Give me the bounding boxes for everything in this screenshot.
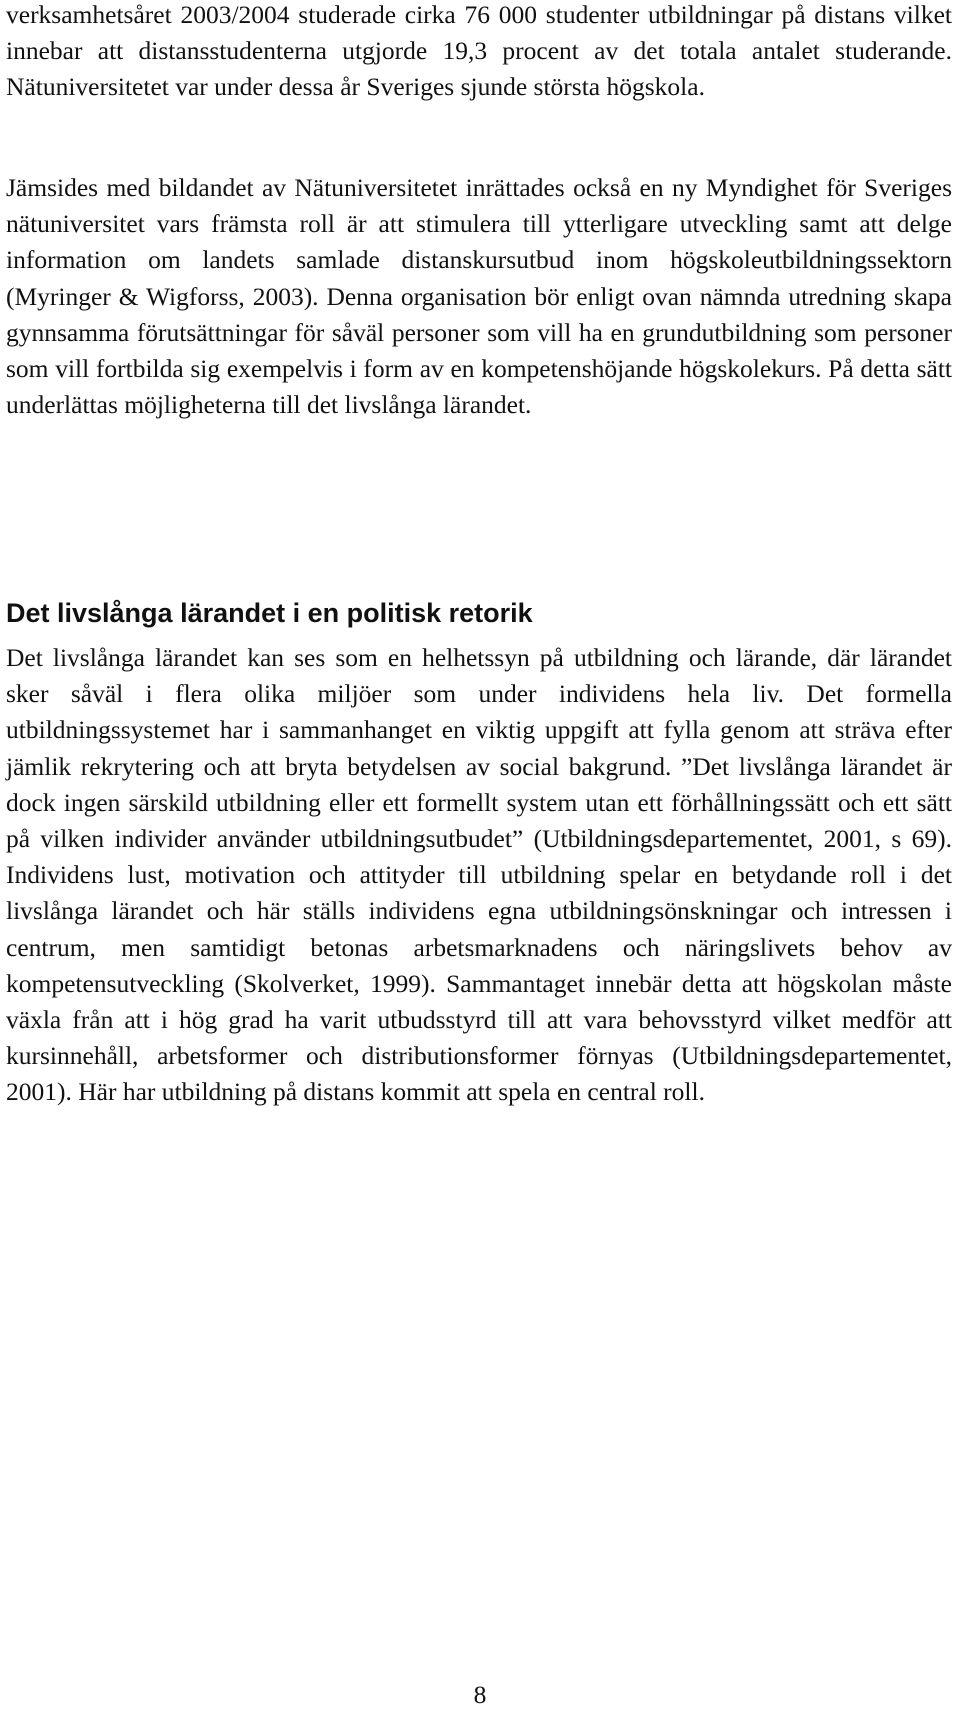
body-paragraph-2: Jämsides med bildandet av Nätuniversitetet inrättades också en ny Myndighet för Sveriges nätuniversitet vars främsta roll är att stimulera till ytterligare utveckling samt att delge information om landets samlade distanskursutbud inom högskoleutbildningssektorn (Myringer & Wigforss, 2003). Denna organisation bör enligt ovan nämnda utredning skapa gynnsamma förutsättningar för såväl personer som vill ha en grundutbildning som personer som vill fortbilda sig exempelvis i form av en kompetenshöjande högskolekurs. På detta sätt underlättas möjligheterna till det livslånga lärandet. [6,173,952,420]
body-paragraph-1: verksamhetsåret 2003/2004 studerade cirka 76 000 studenter utbildningar på distans vilket innebar att distansstudenterna utgjorde 19,3 procent av det totala antalet studerande. Nätuniversitetet var under dessa år Sveriges sjunde största högskola. [6,0,952,102]
section-heading: Det livslånga lärandet i en politisk retorik [6,598,533,628]
page-number: 8 [473,1680,487,1709]
section-paragraph: Det livslånga lärandet kan ses som en helhetssyn på utbildning och lärande, där lärandet sker såväl i flera olika miljöer som under individens hela liv. Det formella utbildningssystemet har i sammanhanget en viktig uppgift att fylla genom att sträva efter jämlik rekrytering och att bryta betydelsen av social bakgrund. ”Det livslånga lärandet är dock ingen särskild utbildning eller ett formellt system utan ett förhållningssätt och ett sätt på vilken individer använder utbildningsutbudet” (Utbildningsdepartementet, 2001, s 69). Individens lust, motivation och attityder till utbildning spelar en betydande roll i det livslånga lärandet och här ställs individens egna utbildningsönskningar och intressen i centrum, men samtidigt betonas arbetsmarknadens och näringslivets behov av kompetensutveckling (Skolverket, 1999). Sammantaget innebär detta att högskolan måste växla från att i hög grad ha varit utbudsstyrd till att vara behovsstyrd vilket medför att kursinnehåll, arbetsformer och distributionsformer förnyas (Utbildningsdepartementet, 2001). Här har utbildning på distans kommit att spela en central roll. [6,643,952,1107]
